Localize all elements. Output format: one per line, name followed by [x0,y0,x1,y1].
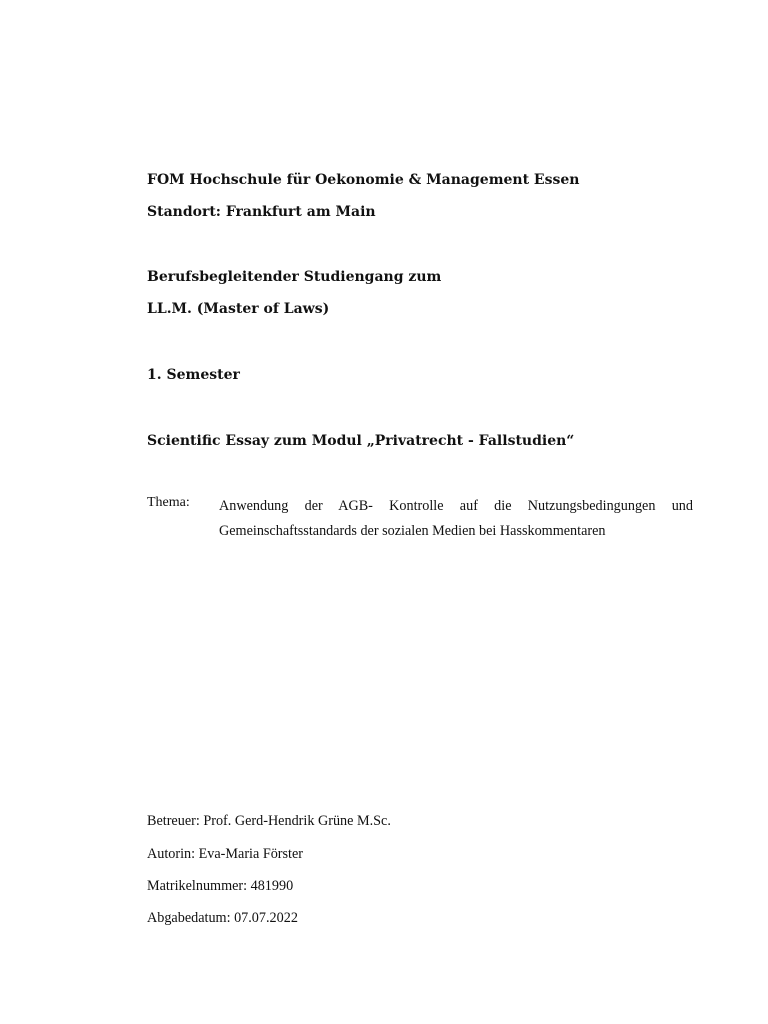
matriculation-number: Matrikelnummer: 481990 [147,878,294,894]
supervisor: Betreuer: Prof. Gerd-Hendrik Grüne M.Sc. [147,813,391,829]
location: Standort: Frankfurt am Main [147,204,376,220]
institution-name: FOM Hochschule für Oekonomie & Management Essen [147,172,580,188]
program-line-2: LL.M. (Master of Laws) [147,301,330,317]
thema-label: Thema: [147,495,190,510]
submission-date: Abgabedatum: 07.07.2022 [147,910,298,926]
thema-text [219,494,693,544]
essay-title: Scientific Essay zum Modul „Privatrecht - Fallstudien“ [147,433,575,449]
semester: 1. Semester [147,367,240,383]
thema-line-2: Gemeinschaftsstandards der sozialen Medien bei Hasskommentaren [219,523,606,539]
thema-line-1: Anwendung der AGB- Kontrolle auf die Nutzungsbedingungen und [219,498,693,514]
author: Autorin: Eva-Maria Förster [147,846,304,862]
program-line-1: Berufsbegleitender Studiengang zum [147,269,442,285]
